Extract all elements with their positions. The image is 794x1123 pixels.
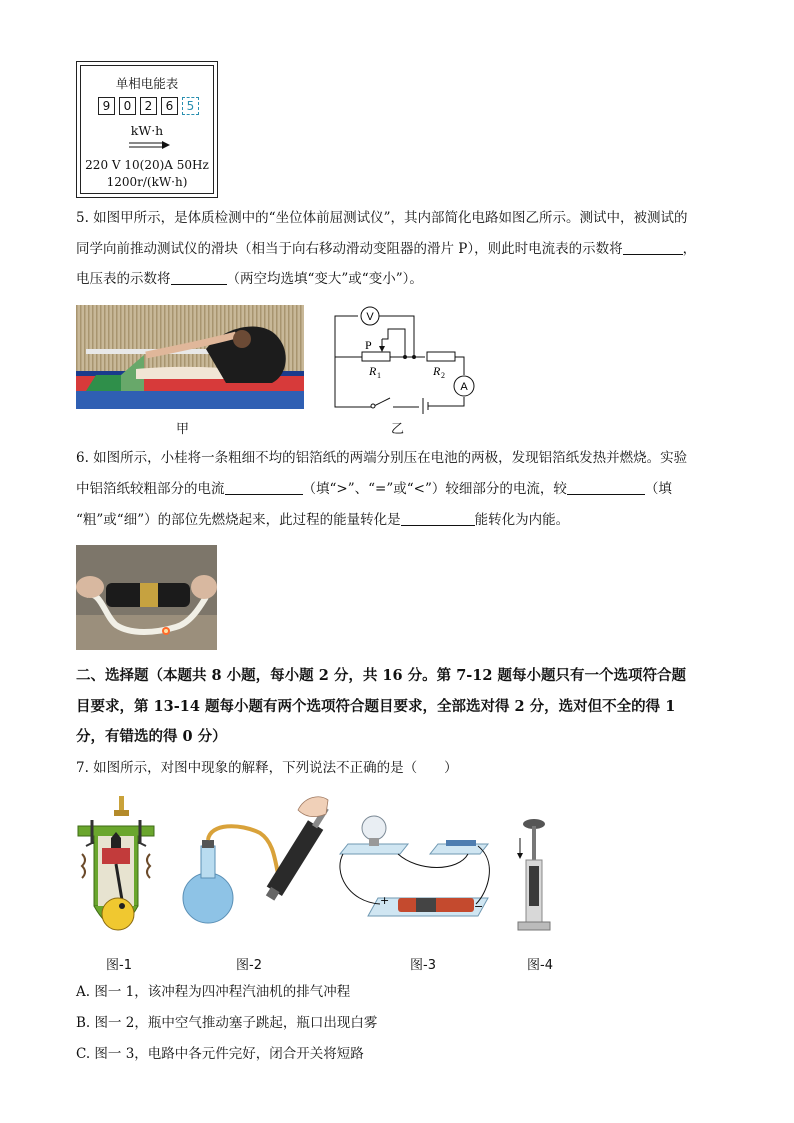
resistor-r1-label: R	[369, 364, 377, 378]
meter-spec: 220 V 10(20)A 50Hz	[85, 158, 209, 172]
svg-text:+: +	[380, 894, 390, 907]
figure-caption-b: 乙	[391, 422, 405, 437]
meter-arrow-icon	[127, 140, 171, 150]
meter-rate: 1200r/(kW·h)	[106, 175, 188, 189]
section2-line-1: 二、选择题（本题共 8 小题，每小题 2 分，共 16 分。第 7-12 题每小题只有一个选项符合题	[76, 667, 687, 684]
engine-stroke-figure	[76, 796, 156, 940]
ammeter-label: A	[460, 381, 468, 393]
resistor-r2-subscript: 2	[441, 371, 445, 380]
sit-and-reach-circuit-diagram	[320, 302, 486, 414]
q6-line-1: 6. 如图所示，小桂将一条粗细不均的铝箔纸的两端分别压在电池的两极，发现铝箔纸发热并燃烧。实验	[76, 450, 688, 466]
q6-line-2-text: 中铝箔纸较粗部分的电流	[76, 481, 225, 497]
section2-line-2: 目要求，第 13-14 题每小题有两个选项符合题目要求，全部选对得 2 分，选对但不全的得 1	[76, 698, 676, 715]
sit-and-reach-photo	[76, 305, 304, 409]
figure-caption-a: 甲	[176, 422, 190, 437]
q7-option-b[interactable]: B. 图一 2，瓶中空气推动塞子跳起，瓶口出现白雾	[76, 1015, 378, 1031]
resistor-r2-label: R	[433, 364, 441, 378]
section2-line-3: 分，有错选的得 0 分）	[76, 728, 227, 745]
svg-text:−: −	[474, 900, 484, 913]
q5-line-3	[76, 264, 423, 295]
foil-battery-illustration	[76, 545, 217, 650]
figure-label-1: 图-1	[106, 958, 132, 973]
q5-line-1: 5. 如图甲所示，是体质检测中的“坐位体前屈测试仪”，其内部简化电路如图乙所示。测试中，被测试的	[76, 210, 688, 226]
answer-blank[interactable]	[401, 510, 475, 526]
q5-line-2-text: 同学向前推动测试仪的滑块（相当于向右移动滑动变阻器的滑片 P），则此时电流表的示数将	[76, 241, 623, 257]
q7-option-c[interactable]: C. 图一 3，电路中各元件完好，闭合开关将短路	[76, 1046, 364, 1062]
figure-label-3: 图-3	[410, 958, 436, 973]
energy-meter-figure	[76, 61, 218, 198]
meter-digit: 0	[119, 97, 136, 115]
voltmeter-label: V	[366, 311, 374, 323]
q5-line-2	[76, 234, 696, 265]
q7-option-a[interactable]: A. 图一 1，该冲程为四冲程汽油机的排气冲程	[76, 984, 351, 1000]
answer-blank[interactable]	[623, 239, 683, 255]
q6-line-2	[76, 474, 672, 505]
q6-line-3-text: “粗”或“细”）的部位先燃烧起来，此过程的能量转化是	[76, 512, 401, 528]
answer-blank[interactable]	[567, 479, 645, 495]
meter-digit: 2	[140, 97, 157, 115]
air-compression-tube-figure	[512, 816, 556, 934]
sit-and-reach-illustration	[76, 305, 304, 409]
slider-label: P	[365, 338, 372, 352]
answer-blank[interactable]	[225, 479, 303, 495]
energy-meter-inner-frame	[80, 65, 214, 194]
meter-title: 单相电能表	[115, 76, 179, 91]
q5-line-2-end: ，	[682, 241, 697, 257]
q6-line-2-end: （填	[644, 481, 672, 497]
short-circuit-figure	[338, 812, 498, 937]
meter-unit: kW·h	[130, 123, 164, 138]
resistor-r1-subscript: 1	[377, 371, 381, 380]
q6-line-3	[76, 505, 569, 536]
q5-line-3-end: （两空均选填“变大”或“变小”）。	[226, 271, 423, 287]
meter-digits	[98, 97, 199, 115]
q7-stem: 7. 如图所示，对图中现象的解释，下列说法不正确的是（ ）	[76, 760, 458, 776]
q6-line-2-mid: （填“>”、“=”或“<”）较细部分的电流，较	[302, 481, 567, 497]
figure-label-4: 图-4	[527, 958, 553, 973]
foil-battery-photo	[76, 545, 217, 650]
q6-line-3-end: 能转化为内能。	[474, 512, 570, 528]
meter-digit: 6	[161, 97, 178, 115]
figure-label-2: 图-2	[236, 958, 262, 973]
meter-digit: 9	[98, 97, 115, 115]
q5-line-3-text: 电压表的示数将	[76, 271, 171, 287]
flask-air-pump-figure	[180, 788, 330, 938]
meter-digit-decimal: 5	[182, 97, 199, 115]
answer-blank[interactable]	[171, 269, 227, 285]
